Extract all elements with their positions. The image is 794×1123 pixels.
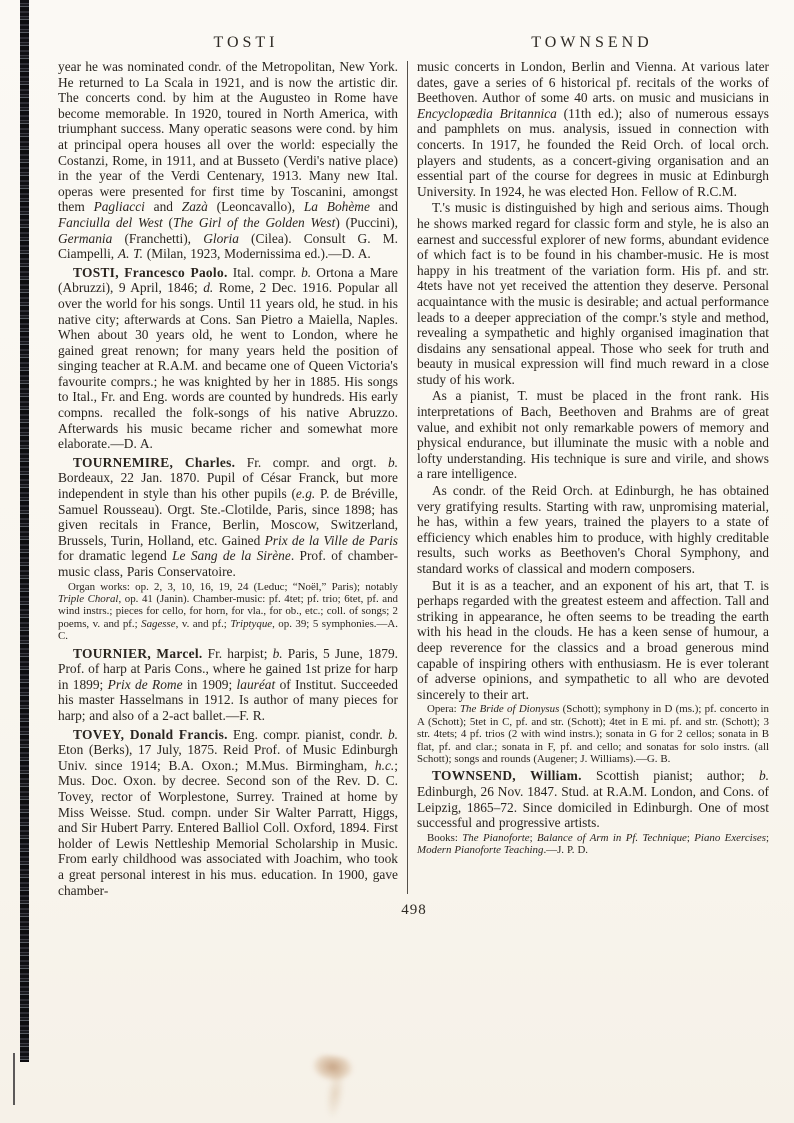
paragraph: TOURNEMIRE, Charles. Fr. compr. and orgt. b. Bordeaux, 22 Jan. 1870. Pupil of César Franck, but more independent in style than his other pupils (e.g. P. de Bréville, Samuel Rousseau). Orgt. Ste.-Clotilde, Paris, since 1898; has given recitals in France, Berlin, Moscow, Switzerland, Brussels, Turin, Holland, etc. Gained Prix de la Ville de Paris for dramatic legend Le Sang de la Sirène. Prof. of chamber-music class, Paris Conservatoire. (58, 454, 399, 579)
paragraph: TOVEY, Donald Francis. Eng. compr. pianist, condr. b. Eton (Berks), 17 July, 1875. Reid Prof. of Music Edinburgh Univ. since 1914; B.A. Oxon.; M.Mus. Birmingham, h.c.; Mus. Doc. Oxon. by decree. Second son of the Rev. D. C. Tovey, rector of Worplestone, Surrey. Trained at home by Miss Weisse. Stud. compn. under Sir Walter Parratt, Higgs, and Sir Hubert Parry. Entered Balliol Coll. Oxford, 1894. First holder of Lewis Nettleship Memorial Scholarship in Music. From early childhood was associated with Joachim, who took a great personal interest in his mus. education. In 1900, gave chamber- (58, 726, 398, 898)
paragraph: Organ works: op. 2, 3, 10, 16, 19, 24 (Leduc; “Noël,” Paris); notably Triple Choral, op. 41 (Janin). Chamber-music: pf. 4tet; pf. trio; 6tet, pf. and wind instrs.; pieces for cello, for horn, for vla., for ob., etc.; coll. of songs; 2 poems, v. and pf.; Sagesse, v. and pf.; Triptyque, op. 39; 5 symphonies.—A. C. (58, 580, 399, 643)
page-number: 498 (401, 902, 427, 919)
paragraph: Opera: The Bride of Dionysus (Schott); symphony in D (ms.); pf. concerto in A (Schott); 5tet in C, pf. and str. (Schott); 4tet in E mi. pf. and str. (Schott); 3 str. 4tets; 4 pf. trios (2 with wind instrs.); sonata in G for 2 cellos; sonata in B flat, pf. and clar.; sonata in F, pf. and cello; and sonatas for solo instrs. (all Schott); songs and rounds (Augener; J. Williams).—G. B. (417, 703, 769, 765)
binding-edge (20, 0, 29, 1062)
paragraph: Books: The Pianoforte; Balance of Arm in Pf. Technique; Piano Exercises; Modern Pianoforte Teaching.—J. P. D. (417, 831, 770, 857)
running-head-right: TOWNSEND (531, 34, 653, 51)
paragraph: But it is as a teacher, and an exponent of his art, that T. is perhaps regarded with the greatest esteem and affection. Tall and striking in appearance, he often seems to be treading the earth with his head in the clouds. He has a keen sense of humour, a deep reverence for the classics and a broad generous mind capable of inspiring others with enthusiasm. He is ever tolerant of adverse opinions, and sympathetic to all who are devoted sincerely to their art. (417, 577, 769, 702)
running-head-left: TOSTI (213, 34, 279, 51)
paragraph: music concerts in London, Berlin and Vienna. At various later dates, gave a series of 6 historical pf. recitals of the works of Beethoven. Author of some 40 arts. on music and musicians in Encyclopædia Britannica (11th ed.); also of numerous essays and pamphlets on mus. analysis, issued in connection with concerts. In 1917, he founded the Reid Orch. of local orch. players and students, as a concert-giving organisation and an essential part of the course for degrees in music at Edinburgh University. In 1924, he was elected Hon. Fellow of R.C.M. (417, 59, 769, 199)
paragraph: T.'s music is distinguished by high and serious aims. Though he shows marked regard for classic form and style, he is also an earnest and successful explorer of new forms, abundant evidence of which fact is to be found in his chamber-music. He is most happy in his treatment of the variation form. His pf. and str. 4tets have not yet received the attention they deserve. Personal acquaintance with the music is desirable; and actual performance leads to a deeper appreciation of the compr.'s style and method, revealing a sympathetic and highly organised imagination that disdains any sensational appeal. Those who seek for truth and beauty in musical expression will find much reward in a close study of his work. (417, 200, 769, 387)
paragraph: As condr. of the Reid Orch. at Edinburgh, he has obtained very gratifying results. Starting with raw, unpromising material, he has, within a few years, trained the players to a state of efficiency which enables him to produce, with highly creditable results, such works as Beethoven's Choral Symphony, and standard works of classical and modern composers. (417, 483, 769, 576)
scan-smudge (299, 1052, 367, 1122)
paragraph: As a pianist, T. must be placed in the front rank. His interpretations of Bach, Beethoven and Brahms are of great value, and exhibit not only remarkable powers of memory and physical endurance, but illuminate the music with a noble and lofty understanding. His technique is sure and virile, and shows a rare intelligence. (417, 388, 769, 482)
page-content (58, 34, 770, 919)
left-column (58, 59, 398, 898)
text-columns (58, 59, 770, 898)
paragraph: TOSTI, Francesco Paolo. Ital. compr. b. Ortona a Mare (Abruzzi), 9 April, 1846; d. Rome, 2 Dec. 1916. Popular all over the world for his songs. Until 11 years old, he stud. in his native city; afterwards at Cons. San Pietro a Maiella, Naples. When about 30 years old, he went to London, where he gained great renown; for many years held the position of singing teacher at R.A.M. and became one of Queen Victoria's favourite comprs.; he was knighted by her in 1885. His songs to Ital., Fr. and Eng. words are counted by hundreds. His early compns. recalled the folk-songs of his native Abruzzo. Afterwards his music became richer and somewhat more elaborate.—D. A. (58, 264, 398, 452)
right-column (417, 59, 769, 898)
paragraph: TOWNSEND, William. Scottish pianist; author; b. Edinburgh, 26 Nov. 1847. Stud. at R.A.M. London, and Cons. of Leipzig, 1865–72. Since domiciled in Edinburgh. One of most successful and progressive artists. (417, 768, 769, 831)
running-heads (58, 34, 770, 52)
paragraph: TOURNIER, Marcel. Fr. harpist; b. Paris, 5 June, 1879. Prof. of harp at Paris Cons., where he gained 1st prize for harp in 1899; Prix de Rome in 1909; lauréat of Institut. Succeeded his master Hasselmans in 1912. Is author of many pieces for harp; and also of a 2-act ballet.—F. R. (58, 645, 398, 723)
column-rule (407, 61, 408, 894)
paragraph: year he was nominated condr. of the Metropolitan, New York. He returned to La Scala in 1921, and is now the artistic dir. The concerts cond. by him at the Augusteo in Rome have become memorable. In 1920, toured in North America, with triumphant success. Many operatic seasons were cond. by him at principal opera houses all over the world: especially the Costanzi, Rome, in 1911, and at Busseto (Verdi's native place) in the year of the Verdi Centenary, 1913. Many new Ital. operas were presented for first time by Toscanini, amongst them Pagliacci and Zazà (Leoncavallo), La Bohème and Fanciulla del West (The Girl of the Golden West) (Puccini), Germania (Franchetti), Gloria (Cilea). Consult G. M. Ciampelli, A. T. (Milan, 1923, Modernissima ed.).—D. A. (58, 59, 398, 262)
